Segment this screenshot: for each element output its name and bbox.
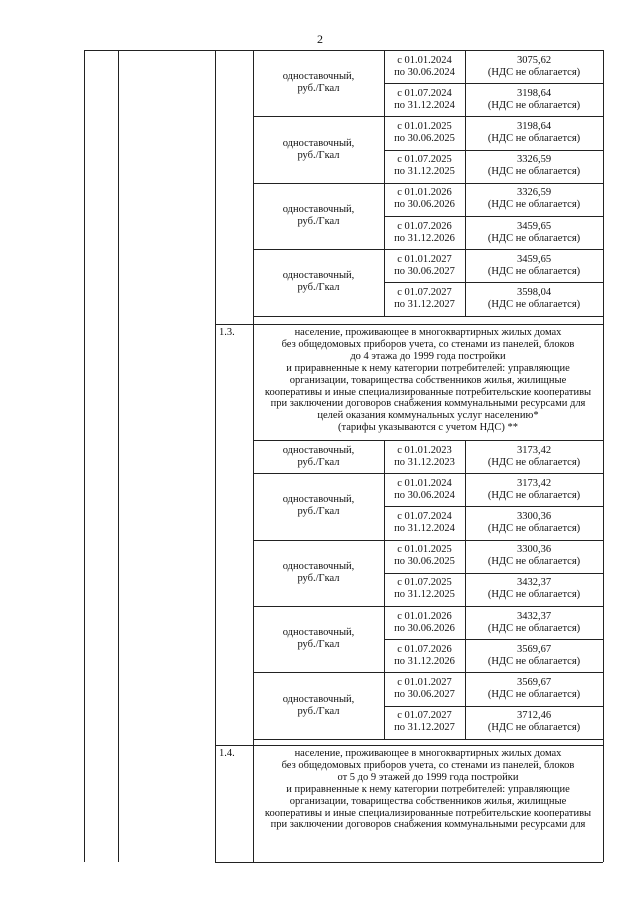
tariff-unit: одноставочный, руб./Гкал bbox=[282, 203, 355, 227]
tariff-value: 3326,59 (НДС не облагается) bbox=[487, 154, 581, 178]
tariff-period: с 01.01.2026 по 30.06.2026 bbox=[394, 187, 455, 211]
tariff-value: 3075,62 (НДС не облагается) bbox=[487, 54, 581, 78]
tariff-value: 3198,64 (НДС не облагается) bbox=[487, 87, 581, 111]
tariff-value: 3173,42 (НДС не облагается) bbox=[487, 477, 581, 501]
tariff-period: с 01.01.2025 по 30.06.2025 bbox=[394, 120, 455, 144]
table-border bbox=[603, 50, 604, 324]
tariff-period: с 01.01.2027 по 30.06.2027 bbox=[394, 253, 455, 277]
row-number: 1.3. bbox=[219, 327, 235, 338]
table-border bbox=[215, 862, 603, 863]
row-description: население, проживающее в многоквартирных жилых домах без общедомовых приборов учета, со стенами из панелей, блоков от 5 до 9 этажей до 1999 года постройки и приравненные к нему категории потребителей: управляющие организации, товарищества собственников жилья, жилищные кооперативы и иные специализированные потребительские кооперативы при заключении договоров снабжения коммунальными ресурсами для bbox=[264, 748, 592, 831]
tariff-unit: одноставочный, руб./Гкал bbox=[282, 693, 355, 717]
table-border bbox=[118, 50, 119, 862]
table-border bbox=[253, 316, 603, 317]
tariff-unit: одноставочный, руб./Гкал bbox=[282, 494, 355, 518]
tariff-period: с 01.07.2026 по 31.12.2026 bbox=[394, 220, 455, 244]
tariff-period: с 01.07.2027 по 31.12.2027 bbox=[394, 710, 455, 734]
tariff-period: с 01.07.2025 по 31.12.2025 bbox=[394, 154, 455, 178]
tariff-value: 3712,46 (НДС не облагается) bbox=[487, 710, 581, 734]
tariff-unit: одноставочный, руб./Гкал bbox=[282, 137, 355, 161]
tariff-unit: одноставочный, руб./Гкал bbox=[282, 270, 355, 294]
tariff-period: с 01.07.2024 по 31.12.2024 bbox=[394, 510, 455, 534]
tariff-unit: одноставочный, руб./Гкал bbox=[282, 444, 355, 468]
row-number: 1.4. bbox=[219, 748, 235, 759]
tariff-period: с 01.01.2024 по 30.06.2024 bbox=[394, 477, 455, 501]
table-border bbox=[84, 50, 85, 862]
tariff-value: 3569,67 (НДС не облагается) bbox=[487, 643, 581, 667]
tariff-period: с 01.01.2024 по 30.06.2024 bbox=[394, 54, 455, 78]
table-border bbox=[215, 50, 216, 862]
tariff-value: 3569,67 (НДС не облагается) bbox=[487, 676, 581, 700]
table-border bbox=[215, 324, 603, 325]
tariff-value: 3326,59 (НДС не облагается) bbox=[487, 187, 581, 211]
table-border bbox=[603, 324, 604, 745]
tariff-period: с 01.07.2027 по 31.12.2027 bbox=[394, 286, 455, 310]
tariff-value: 3459,65 (НДС не облагается) bbox=[487, 253, 581, 277]
tariff-period: с 01.07.2024 по 31.12.2024 bbox=[394, 87, 455, 111]
tariff-value: 3173,42 (НДС не облагается) bbox=[487, 444, 581, 468]
tariff-value: 3432,37 (НДС не облагается) bbox=[487, 577, 581, 601]
row-description: население, проживающее в многоквартирных жилых домах без общедомовых приборов учета, со стенами из панелей, блоков до 4 этажа до 1999 года постройки и приравненные к нему категории потребителей: управляющие организации, товарищества собственников жилья, жилищные кооперативы и иные специализированные потребительские кооперативы при заключении договоров снабжения коммунальными ресурсами для целей оказания коммунальных услуг населению* (тарифы указываются с учетом НДС) ** bbox=[264, 327, 592, 434]
tariff-period: с 01.01.2027 по 30.06.2027 bbox=[394, 676, 455, 700]
tariff-period: с 01.07.2026 по 31.12.2026 bbox=[394, 643, 455, 667]
page-number: 2 bbox=[317, 32, 323, 46]
table-border bbox=[253, 739, 603, 740]
tariff-period: с 01.01.2023 по 31.12.2023 bbox=[394, 444, 455, 468]
table-border bbox=[215, 745, 603, 746]
tariff-period: с 01.07.2025 по 31.12.2025 bbox=[394, 577, 455, 601]
tariff-unit: одноставочный, руб./Гкал bbox=[282, 560, 355, 584]
tariff-value: 3300,36 (НДС не облагается) bbox=[487, 510, 581, 534]
tariff-value: 3459,65 (НДС не облагается) bbox=[487, 220, 581, 244]
tariff-unit: одноставочный, руб./Гкал bbox=[282, 627, 355, 651]
tariff-value: 3198,64 (НДС не облагается) bbox=[487, 120, 581, 144]
tariff-period: с 01.01.2025 по 30.06.2025 bbox=[394, 544, 455, 568]
tariff-unit: одноставочный, руб./Гкал bbox=[282, 71, 355, 95]
tariff-period: с 01.01.2026 по 30.06.2026 bbox=[394, 610, 455, 634]
tariff-value: 3432,37 (НДС не облагается) bbox=[487, 610, 581, 634]
tariff-value: 3598,04 (НДС не облагается) bbox=[487, 286, 581, 310]
table-border bbox=[603, 745, 604, 862]
tariff-value: 3300,36 (НДС не облагается) bbox=[487, 544, 581, 568]
